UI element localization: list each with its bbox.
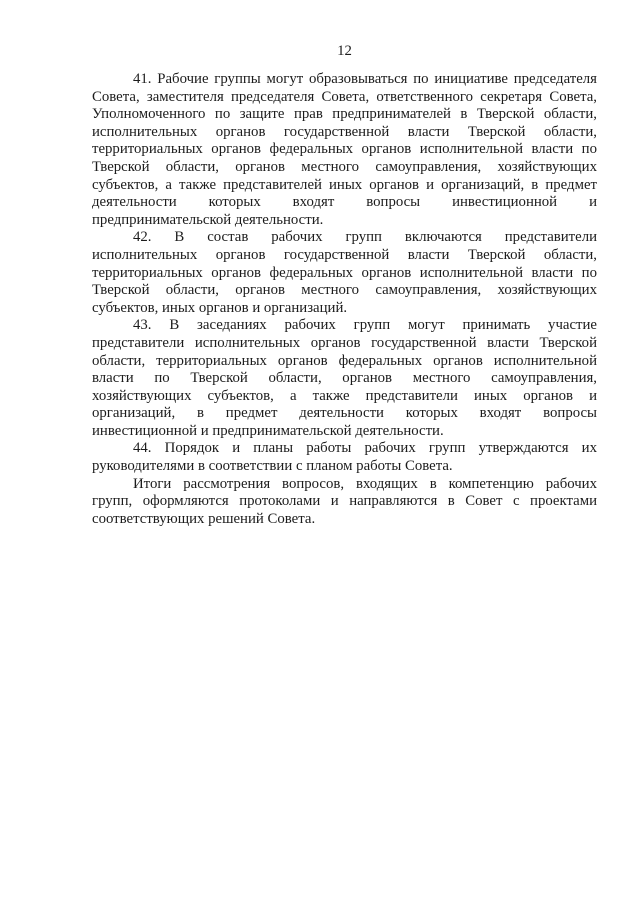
text-line: исполнительных органов государственной власти Тверской области, [92,123,597,140]
text-line: представители исполнительных органов государственной власти Тверской [92,334,597,351]
text-line: территориальных органов федеральных органов исполнительной власти по [92,264,597,281]
text-line: соответствующих решений Совета. [92,510,316,527]
text-line: 44. Порядок и планы работы рабочих групп утверждаются их [133,440,597,457]
text-line: Уполномоченного по защите прав предпринимателей в Тверской области, [92,106,597,123]
text-line: территориальных органов федеральных органов исполнительной власти по [92,141,597,158]
paragraph-results [92,476,597,529]
text-line: деятельности которых входят вопросы инвестиционной и [92,194,597,211]
text-line: области, территориальных органов федеральных органов исполнительной [92,352,597,369]
text-line: 43. В заседаниях рабочих групп могут принимать участие [133,317,597,334]
text-line: Тверской области, органов местного самоуправления, хозяйствующих [92,282,597,299]
text-line: субъектов, иных органов и организаций. [92,299,348,316]
text-line: 41. Рабочие группы могут образовываться по инициативе председателя [133,71,597,87]
text-line: Тверской области, органов местного самоуправления, хозяйствующих [92,158,597,175]
text-line: хозяйствующих субъектов, а также представители иных органов и [92,387,597,404]
text-line: власти по Тверской области, органов местного самоуправления, [92,370,597,387]
text-line: инвестиционной и предпринимательской деятельности. [92,422,444,439]
text-line: субъектов, а также представителей иных органов и организаций, в предмет [92,176,597,193]
document-body [92,71,597,528]
text-line: исполнительных органов государственной власти Тверской области, [92,246,597,263]
text-line: Совета, заместителя председателя Совета, ответственного секретаря Совета, [92,88,597,105]
text-line: 42. В состав рабочих групп включаются представители [133,229,597,246]
text-line: групп, оформляются протоколами и направляются в Совет с проектами [92,493,597,510]
paragraph-41 [92,71,597,229]
text-line: предпринимательской деятельности. [92,211,324,228]
text-line: Итоги рассмотрения вопросов, входящих в компетенцию рабочих [133,475,597,492]
paragraph-42 [92,229,597,317]
page-number: 12 [337,43,352,59]
text-line: руководителями в соответствии с планом работы Совета. [92,458,453,475]
paragraph-44 [92,440,597,475]
text-line: организаций, в предмет деятельности которых входят вопросы [92,405,597,422]
paragraph-43 [92,317,597,440]
